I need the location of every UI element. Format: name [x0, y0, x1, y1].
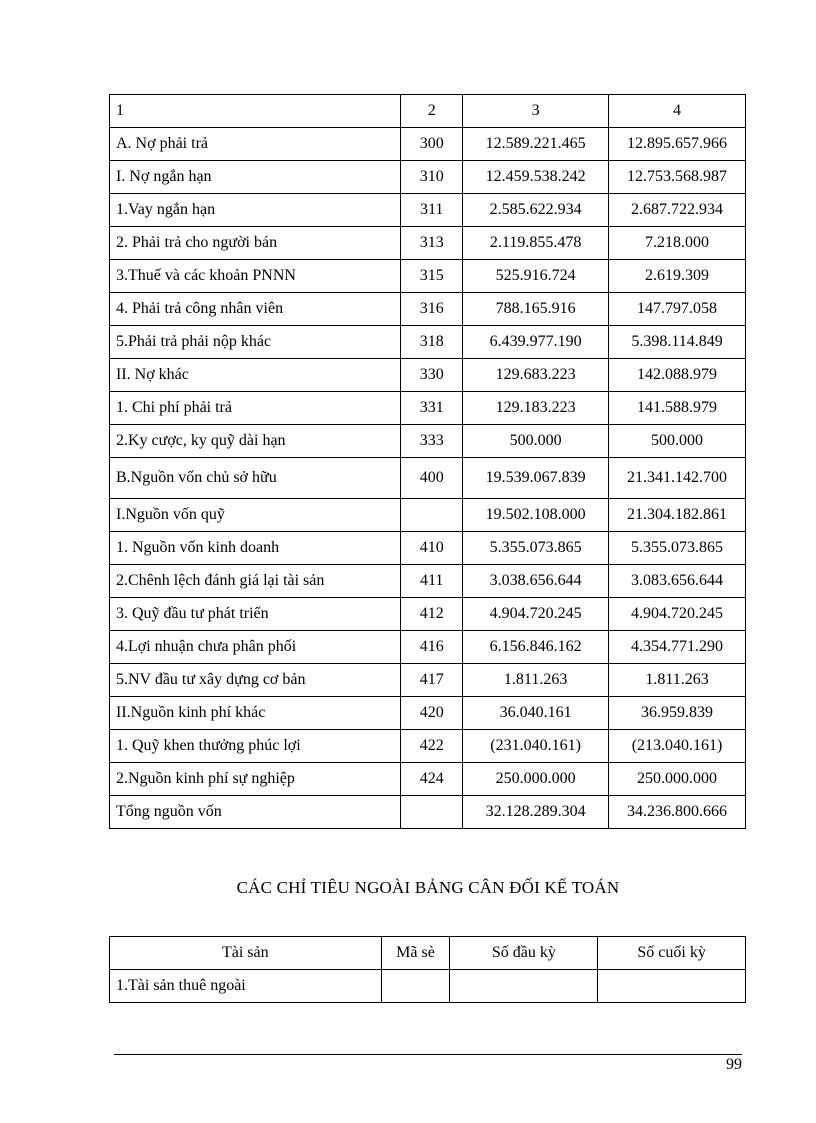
- row-value-4: 5.398.114.849: [609, 326, 746, 359]
- row-code: [401, 796, 463, 829]
- row-value-3: 129.183.223: [463, 392, 609, 425]
- row-label: 1. Nguồn vốn kinh doanh: [110, 532, 401, 565]
- header-opening: Số đầu kỳ: [450, 937, 598, 970]
- table-row: [110, 598, 746, 631]
- table-row: [110, 359, 746, 392]
- row-opening: [450, 970, 598, 1003]
- row-code: 311: [401, 194, 463, 227]
- row-code: 315: [401, 260, 463, 293]
- row-value-4: 2.619.309: [609, 260, 746, 293]
- row-code: 310: [401, 161, 463, 194]
- row-value-4: 250.000.000: [609, 763, 746, 796]
- off-table-header-row: [110, 937, 746, 970]
- row-code: 333: [401, 425, 463, 458]
- row-value-3: 12.459.538.242: [463, 161, 609, 194]
- row-value-4: 12.753.568.987: [609, 161, 746, 194]
- row-code: 422: [401, 730, 463, 763]
- row-value-3: 36.040.161: [463, 697, 609, 730]
- row-value-3: 3.038.656.644: [463, 565, 609, 598]
- table-row: [110, 425, 746, 458]
- row-label: A. Nợ phải trả: [110, 128, 401, 161]
- row-label: 2.Chênh lệch đánh giá lại tài sản: [110, 565, 401, 598]
- row-value-4: 141.588.979: [609, 392, 746, 425]
- balance-sheet-table: [109, 94, 746, 829]
- row-value-4: 2.687.722.934: [609, 194, 746, 227]
- row-label: 3. Quỹ đầu tư phát triển: [110, 598, 401, 631]
- row-code: 316: [401, 293, 463, 326]
- row-label: 4. Phải trả công nhân viên: [110, 293, 401, 326]
- off-balance-table: [109, 936, 746, 1003]
- row-label: 3.Thuế và các khoản PNNN: [110, 260, 401, 293]
- row-value-3: 788.165.916: [463, 293, 609, 326]
- row-label: I.Nguồn vốn quỹ: [110, 499, 401, 532]
- row-code: 417: [401, 664, 463, 697]
- table-header-row: [110, 95, 746, 128]
- table-row: [110, 194, 746, 227]
- row-label: 5.NV đầu tư xây dựng cơ bản: [110, 664, 401, 697]
- row-value-3: 525.916.724: [463, 260, 609, 293]
- row-value-4: 4.354.771.290: [609, 631, 746, 664]
- row-value-4: (213.040.161): [609, 730, 746, 763]
- row-code: 420: [401, 697, 463, 730]
- table-row: [110, 970, 746, 1003]
- row-label: 1. Chi phí phải trả: [110, 392, 401, 425]
- page-number: 99: [726, 1056, 742, 1073]
- row-value-4: 12.895.657.966: [609, 128, 746, 161]
- row-value-4: 3.083.656.644: [609, 565, 746, 598]
- row-value-4: 21.341.142.700: [609, 458, 746, 499]
- table-row: [110, 161, 746, 194]
- table-row: [110, 293, 746, 326]
- header-col-2: 2: [401, 95, 463, 128]
- row-code: 412: [401, 598, 463, 631]
- row-value-3: 19.502.108.000: [463, 499, 609, 532]
- table-row: [110, 499, 746, 532]
- table-row: [110, 631, 746, 664]
- row-value-3: 32.128.289.304: [463, 796, 609, 829]
- row-code: [401, 499, 463, 532]
- row-value-4: 4.904.720.245: [609, 598, 746, 631]
- row-code: 424: [401, 763, 463, 796]
- row-value-3: 12.589.221.465: [463, 128, 609, 161]
- table-row: [110, 664, 746, 697]
- row-code: 416: [401, 631, 463, 664]
- table-row: [110, 326, 746, 359]
- table-row: [110, 565, 746, 598]
- row-value-4: 34.236.800.666: [609, 796, 746, 829]
- header-closing: Số cuối kỳ: [598, 937, 746, 970]
- row-code: 300: [401, 128, 463, 161]
- row-label: 2.Ky cược, ky quỹ dài hạn: [110, 425, 401, 458]
- row-value-3: 19.539.067.839: [463, 458, 609, 499]
- row-value-4: 1.811.263: [609, 664, 746, 697]
- row-value-4: 36.959.839: [609, 697, 746, 730]
- row-code: 313: [401, 227, 463, 260]
- row-label: I. Nợ ngắn hạn: [110, 161, 401, 194]
- row-value-3: 1.811.263: [463, 664, 609, 697]
- row-code: [381, 970, 450, 1003]
- row-label: 1.Vay ngắn hạn: [110, 194, 401, 227]
- row-code: 331: [401, 392, 463, 425]
- row-label: 4.Lợi nhuận chưa phân phối: [110, 631, 401, 664]
- table-row: [110, 227, 746, 260]
- header-col-1: 1: [110, 95, 401, 128]
- header-code: Mã sè: [381, 937, 450, 970]
- row-code: 318: [401, 326, 463, 359]
- table-row: [110, 458, 746, 499]
- table-row: [110, 128, 746, 161]
- row-value-4: 5.355.073.865: [609, 532, 746, 565]
- row-value-3: 250.000.000: [463, 763, 609, 796]
- row-closing: [598, 970, 746, 1003]
- row-label: 2.Nguồn kinh phí sự nghiệp: [110, 763, 401, 796]
- header-col-4: 4: [609, 95, 746, 128]
- row-value-4: 500.000: [609, 425, 746, 458]
- row-label: 1.Tài sản thuê ngoài: [110, 970, 382, 1003]
- row-label: 1. Quỹ khen thưởng phúc lợi: [110, 730, 401, 763]
- table-row: [110, 392, 746, 425]
- row-label: Tổng nguồn vốn: [110, 796, 401, 829]
- row-code: 330: [401, 359, 463, 392]
- table-row: [110, 697, 746, 730]
- table-row: [110, 532, 746, 565]
- row-value-4: 7.218.000: [609, 227, 746, 260]
- header-assets: Tài sản: [110, 937, 382, 970]
- table-row: [110, 260, 746, 293]
- row-value-3: 6.156.846.162: [463, 631, 609, 664]
- row-label: 2. Phải trả cho người bán: [110, 227, 401, 260]
- row-code: 411: [401, 565, 463, 598]
- table-row-total: [110, 796, 746, 829]
- row-value-3: 129.683.223: [463, 359, 609, 392]
- table-row: [110, 730, 746, 763]
- row-code: 410: [401, 532, 463, 565]
- row-value-4: 147.797.058: [609, 293, 746, 326]
- row-value-4: 21.304.182.861: [609, 499, 746, 532]
- row-code: 400: [401, 458, 463, 499]
- row-value-3: 500.000: [463, 425, 609, 458]
- footer-divider: [114, 1054, 742, 1055]
- row-value-3: 4.904.720.245: [463, 598, 609, 631]
- row-label: B.Nguồn vốn chủ sở hữu: [110, 458, 401, 499]
- table-row: [110, 763, 746, 796]
- section-title: CÁC CHỈ TIÊU NGOÀI BẢNG CÂN ĐỐI KẾ TOÁN: [236, 878, 620, 897]
- row-label: II. Nợ khác: [110, 359, 401, 392]
- header-col-3: 3: [463, 95, 609, 128]
- row-value-3: 2.119.855.478: [463, 227, 609, 260]
- row-value-3: (231.040.161): [463, 730, 609, 763]
- row-value-4: 142.088.979: [609, 359, 746, 392]
- row-value-3: 2.585.622.934: [463, 194, 609, 227]
- row-value-3: 6.439.977.190: [463, 326, 609, 359]
- row-label: II.Nguồn kinh phí khác: [110, 697, 401, 730]
- row-value-3: 5.355.073.865: [463, 532, 609, 565]
- row-label: 5.Phải trả phải nộp khác: [110, 326, 401, 359]
